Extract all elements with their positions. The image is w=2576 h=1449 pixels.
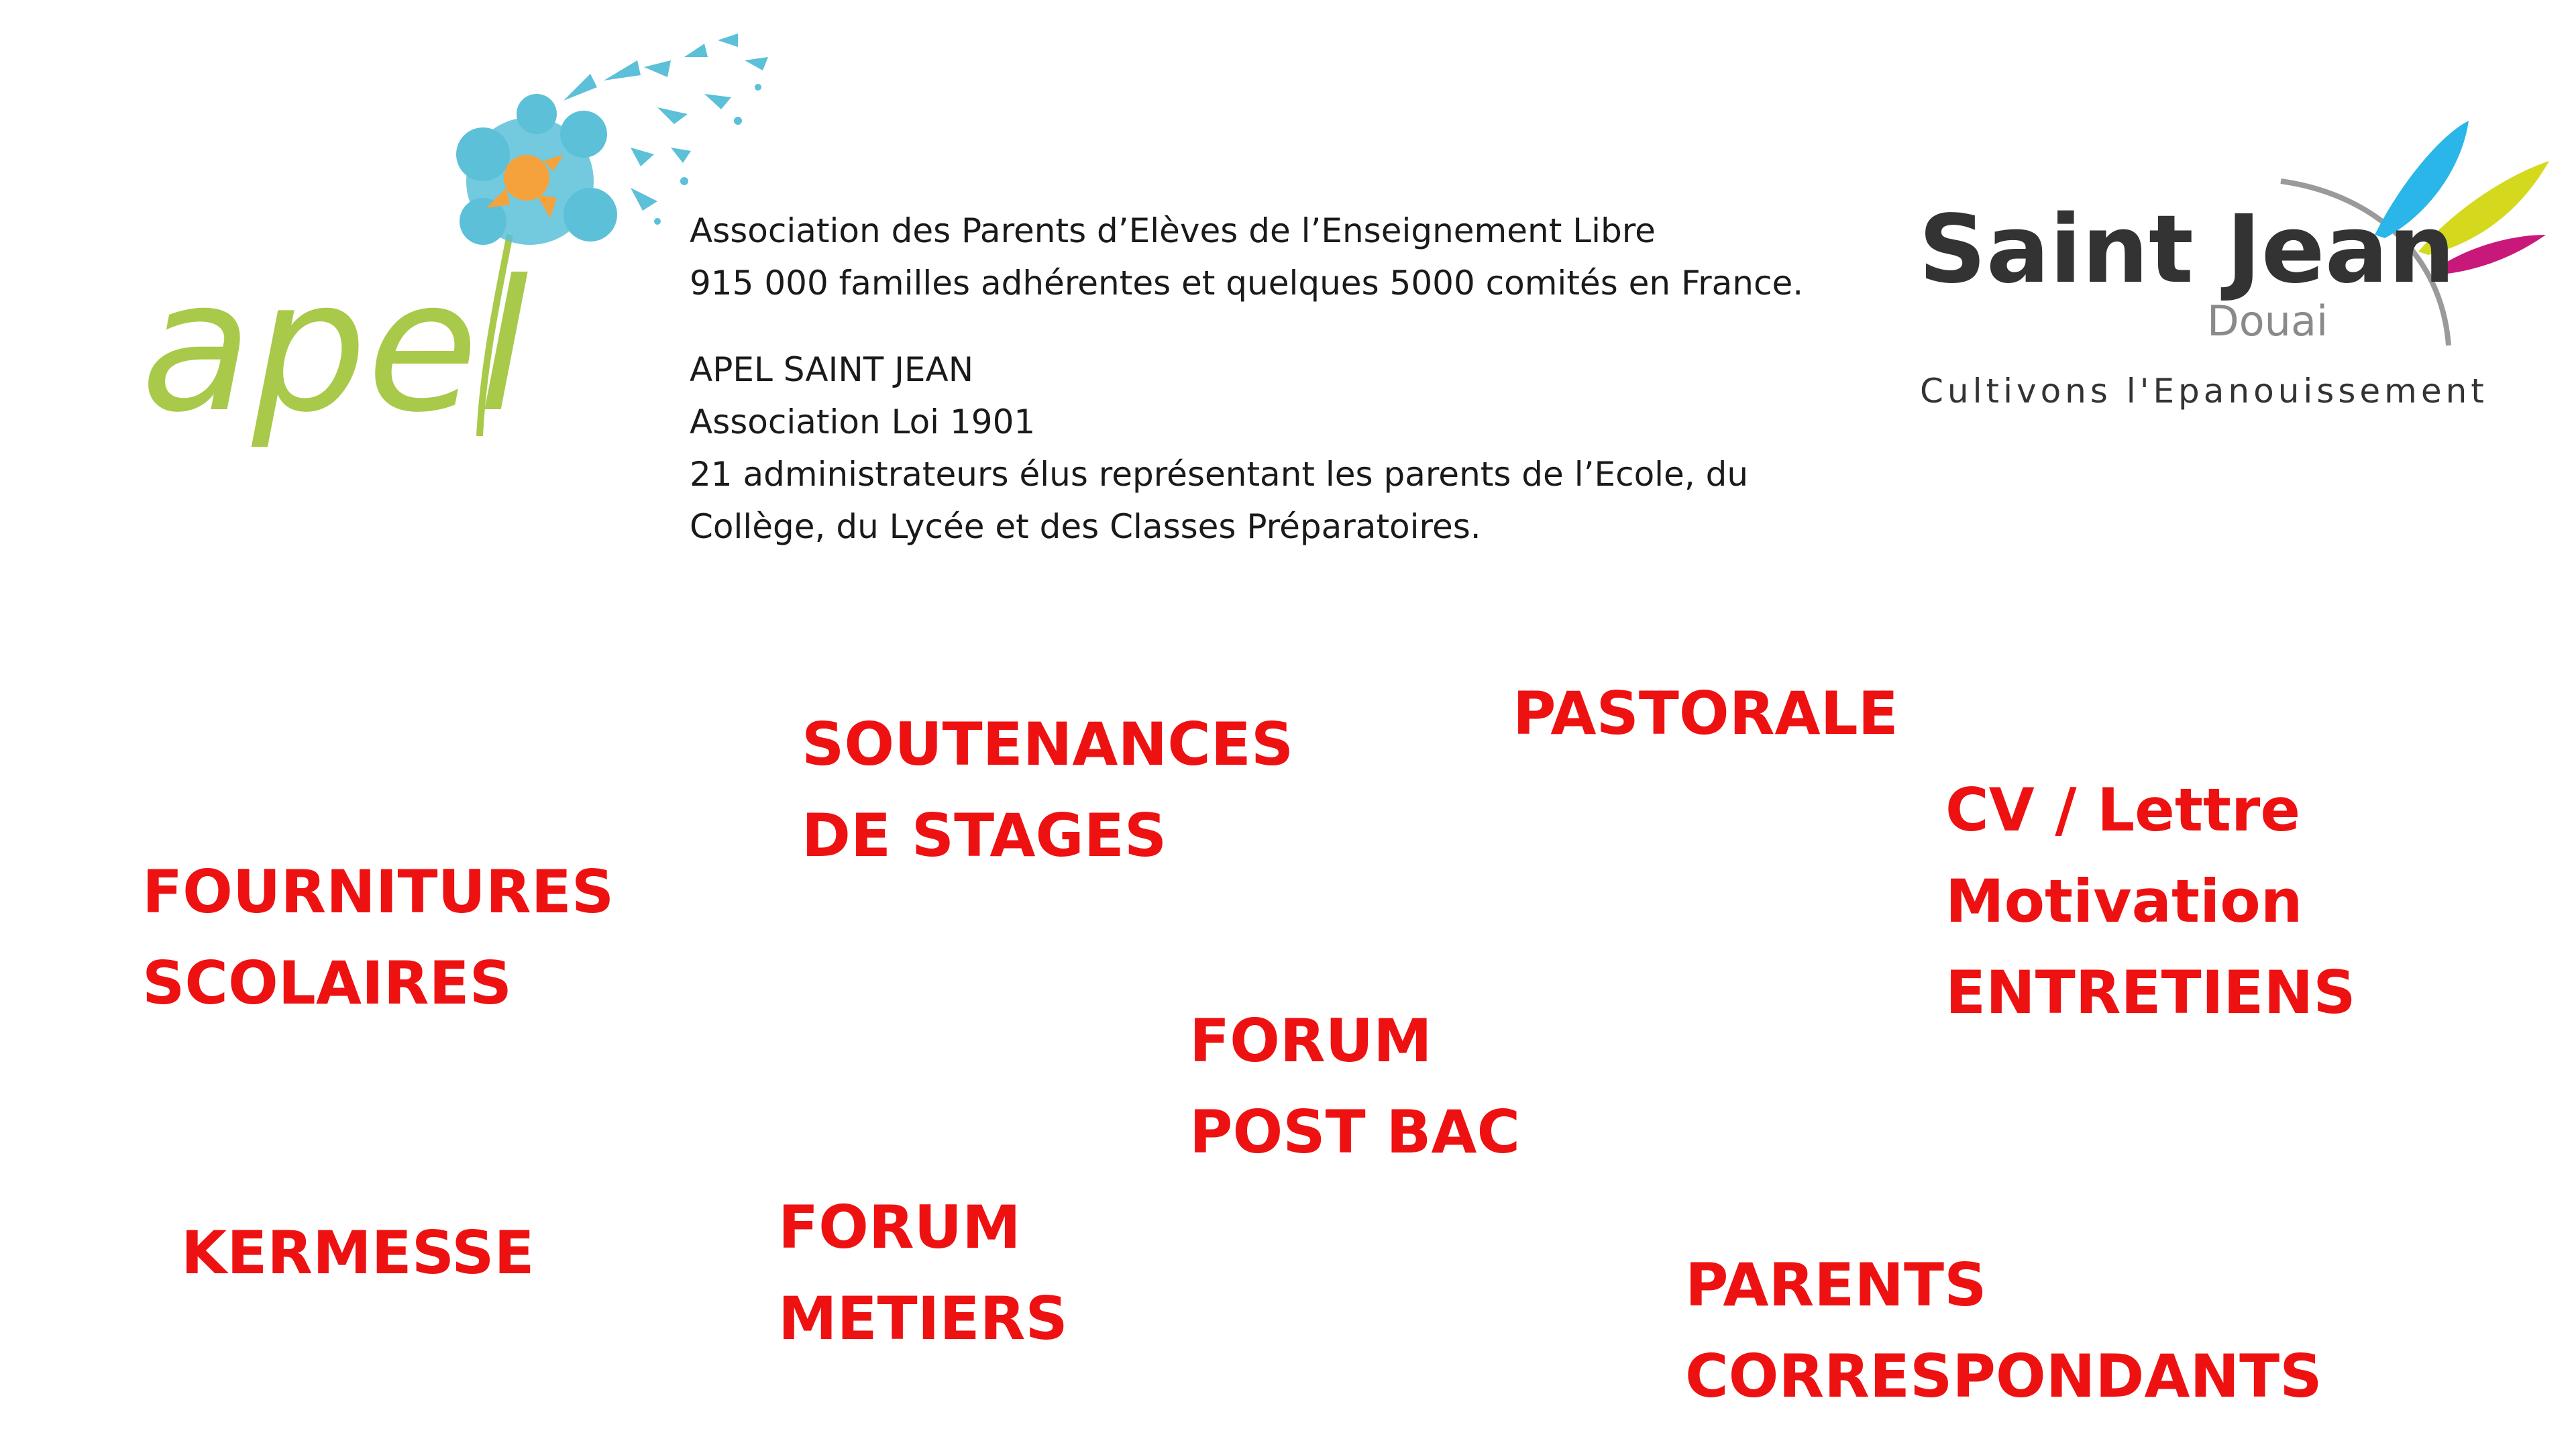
activity-line: FORUM (778, 1193, 1021, 1262)
activity-line: METIERS (778, 1284, 1068, 1353)
activity-forum-metiers (778, 1182, 1068, 1364)
saint-jean-logo (1905, 107, 2549, 416)
activity-pastorale (1513, 668, 1898, 759)
logo-subtitle: Douai (2207, 297, 2328, 345)
intro-line: APEL SAINT JEAN (690, 350, 974, 389)
activity-soutenances-de-stages (802, 699, 1293, 881)
activity-cv-lettre-motivation (1945, 765, 2356, 1038)
activity-line: POST BAC (1189, 1097, 1521, 1167)
logo-title: Saint Jean (1919, 195, 2455, 305)
apel-logo-text: apel (141, 241, 529, 452)
activity-parents-correspondants (1685, 1240, 2322, 1422)
logo-tagline: Cultivons l'Epanouissement (1920, 372, 2488, 411)
activity-line: FOURNITURES (142, 857, 614, 926)
activity-line: CV / Lettre (1945, 775, 2301, 845)
activity-fournitures-scolaires (142, 847, 614, 1029)
intro-line: 915 000 familles adhérentes et quelques 5000 comités en France. (690, 264, 1804, 303)
activity-line: SOUTENANCES (802, 710, 1294, 779)
activity-kermesse (181, 1208, 535, 1299)
activity-line: PASTORALE (1513, 679, 1898, 748)
activity-line: ENTRETIENS (1945, 958, 2356, 1027)
activity-line: KERMESSE (181, 1218, 535, 1287)
activity-line: PARENTS (1685, 1250, 1987, 1320)
intro-apel-saint-jean (690, 343, 1748, 553)
activity-line: FORUM (1189, 1006, 1432, 1075)
intro-line: Collège, du Lycée et des Classes Préparatoires. (690, 507, 1481, 546)
intro-association (690, 205, 1803, 309)
intro-line: Association des Parents d’Elèves de l’Enseignement Libre (690, 211, 1656, 250)
intro-line: 21 administrateurs élus représentant les parents de l’Ecole, du (690, 455, 1749, 494)
activity-forum-post-bac (1189, 996, 1520, 1178)
activity-line: CORRESPONDANTS (1685, 1342, 2322, 1411)
activity-line: SCOLAIRES (142, 949, 512, 1018)
intro-line: Association Loi 1901 (690, 402, 1036, 441)
activity-line: Motivation (1945, 867, 2303, 936)
activity-line: DE STAGES (802, 801, 1167, 870)
